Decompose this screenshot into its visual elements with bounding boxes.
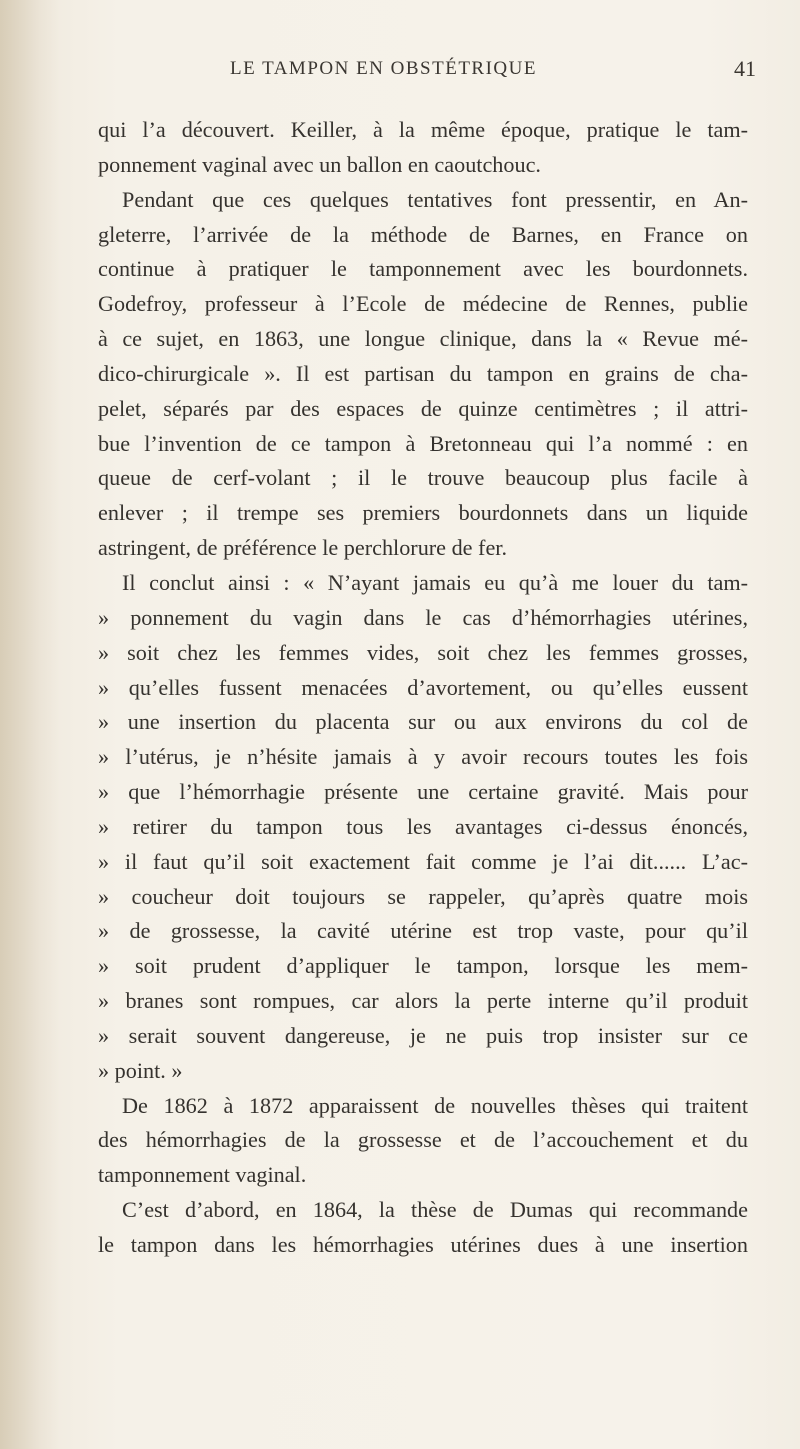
text-line: dico-chirurgicale ». Il est partisan du tampon en grains de cha- [98,360,748,386]
text-line: continue à pratiquer le tamponnement avec les bourdonnets. [98,256,748,282]
text-line: » il faut qu’il soit exactement fait comme je l’ai dit...... L’ac- [98,848,748,874]
text-line: » une insertion du placenta sur ou aux environs du col de [98,709,748,735]
body-text [98,113,748,1263]
text-line: » soit chez les femmes vides, soit chez les femmes grosses, [98,639,748,665]
text-line: Pendant que ces quelques tentatives font pressentir, en An- [122,186,748,212]
text-line: tamponnement vaginal. [98,1162,307,1188]
text-line: gleterre, l’arrivée de la méthode de Barnes, en France on [98,221,748,247]
text-line: » que l’hémorrhagie présente une certaine gravité. Mais pour [98,779,748,805]
text-line: » serait souvent dangereuse, je ne puis trop insister sur ce [98,1022,748,1048]
text-line: » retirer du tampon tous les avantages ci-dessus énoncés, [98,813,748,839]
text-line: » qu’elles fussent menacées d’avortement, ou qu’elles eussent [98,674,748,700]
text-line: » soit prudent d’appliquer le tampon, lorsque les mem- [98,953,748,979]
text-line: De 1862 à 1872 apparaissent de nouvelles thèses qui traitent [122,1092,748,1118]
text-line: le tampon dans les hémorrhagies utérines dues à une insertion [98,1232,748,1257]
page-number: 41 [734,56,756,81]
text-line: bue l’invention de ce tampon à Bretonneau qui l’a nommé : en [98,430,748,456]
text-line: » branes sont rompues, car alors la perte interne qu’il produit [98,988,748,1014]
text-line: Godefroy, professeur à l’Ecole de médecine de Rennes, publie [98,291,748,317]
text-line: C’est d’abord, en 1864, la thèse de Dumas qui recommande [122,1197,748,1223]
text-line: à ce sujet, en 1863, une longue clinique, dans la « Revue mé- [98,326,748,352]
text-line: des hémorrhagies de la grossesse et de l’accouchement et du [98,1127,748,1153]
text-line: » ponnement du vagin dans le cas d’hémorrhagies utérines, [98,604,748,630]
text-line: » de grossesse, la cavité utérine est trop vaste, pour qu’il [98,918,748,944]
text-line: » point. » [98,1057,183,1083]
text-line: ponnement vaginal avec un ballon en caoutchouc. [98,151,541,177]
running-title: LE TAMPON EN OBSTÉTRIQUE [230,58,537,79]
text-line: pelet, séparés par des espaces de quinze centimètres ; il attri- [98,395,748,421]
text-line: queue de cerf-volant ; il le trouve beaucoup plus facile à [98,465,748,491]
text-line: qui l’a découvert. Keiller, à la même époque, pratique le tam- [98,117,748,142]
page-edge-shadow [0,0,60,1449]
text-line: astringent, de préférence le perchlorure de fer. [98,535,508,561]
running-head [0,58,800,88]
text-line: » l’utérus, je n’hésite jamais à y avoir recours toutes les fois [98,744,748,770]
text-line: » coucheur doit toujours se rappeler, qu’après quatre mois [98,883,748,909]
text-line: Il conclut ainsi : « N’ayant jamais eu qu’à me louer du tam- [122,569,748,595]
text-line: enlever ; il trempe ses premiers bourdonnets dans un liquide [98,500,748,526]
